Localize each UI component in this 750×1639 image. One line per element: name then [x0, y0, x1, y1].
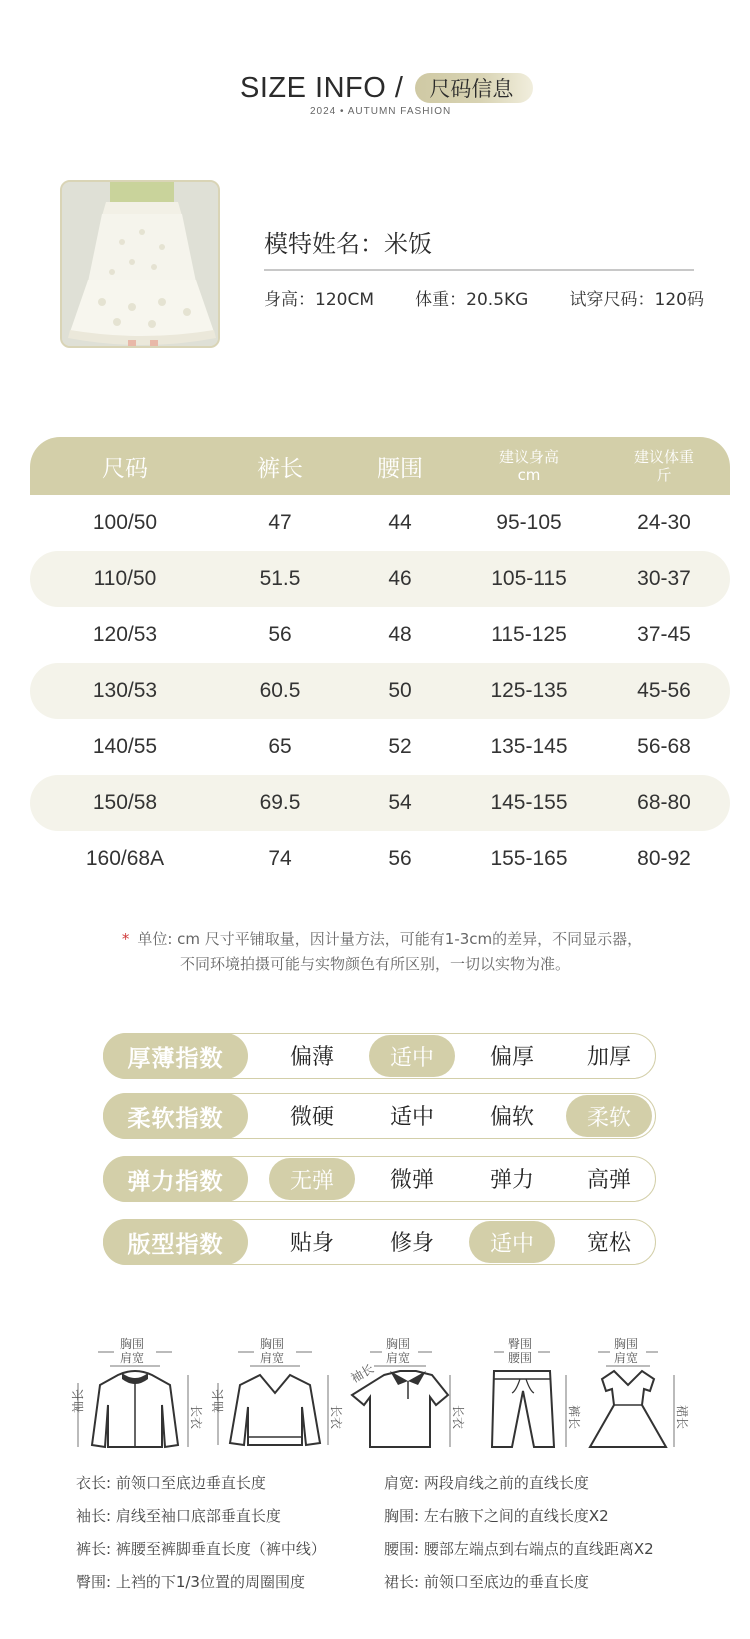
size-table [30, 437, 730, 887]
model-weight: 体重：20.5KG [415, 290, 529, 310]
diagram-label: 胸围 [260, 1337, 285, 1351]
cell-weight: 24-30 [637, 511, 691, 534]
index-option: 宽松 [586, 1231, 631, 1256]
cell-height: 105-115 [491, 567, 567, 590]
cell-waist: 48 [388, 623, 412, 646]
dress-icon [580, 1335, 690, 1455]
cell-size: 150/58 [92, 791, 158, 814]
definition-item: 肩宽: 两段肩线之前的直线长度 [384, 1474, 589, 1492]
diagram-label: 长衣 [451, 1405, 465, 1430]
cell-weight: 68-80 [637, 791, 691, 814]
cell-size: 120/53 [92, 623, 158, 646]
cell-waist: 44 [388, 511, 412, 534]
cell-waist: 52 [388, 735, 412, 758]
cell-pant-length: 47 [268, 511, 292, 534]
polo-diagram [350, 1335, 480, 1459]
header-title-cn: 尺码信息 [415, 73, 533, 103]
cell-pant-length: 51.5 [259, 567, 301, 590]
index-label: 柔软指数 [103, 1093, 248, 1139]
cell-weight: 45-56 [637, 679, 691, 702]
cell-weight: 80-92 [637, 847, 691, 870]
diagram-label: 长衣 [189, 1405, 203, 1430]
cell-size: 130/53 [92, 679, 158, 702]
note-line-2: 不同环境拍摄可能与实物颜色有所区别，一切以实物为准。 [179, 955, 570, 973]
model-divider [264, 269, 694, 271]
cell-height: 155-165 [490, 847, 568, 870]
definition-item: 臀围: 上裆的下1/3位置的周圈围度 [76, 1573, 305, 1591]
size-table-header [30, 437, 730, 495]
table-row [30, 831, 730, 887]
col-header-pant-length: 裤长 [257, 455, 303, 482]
cell-pant-length: 69.5 [259, 791, 301, 814]
jacket-icon [70, 1335, 203, 1455]
measurement-note [0, 927, 750, 977]
col-header-weight [598, 448, 730, 484]
diagram-label: 袖长 [348, 1361, 377, 1386]
model-try-size: 试穿尺码：120码 [569, 290, 704, 310]
header-title-en: SIZE INFO / [240, 71, 404, 104]
col-header-height [460, 448, 598, 484]
diagram-label: 胸围 [386, 1337, 411, 1351]
table-row [30, 719, 730, 775]
cell-height: 95-105 [496, 511, 562, 534]
cell-height: 135-145 [490, 735, 568, 758]
diagram-label: 臀围 [508, 1337, 533, 1351]
header-title-row [240, 68, 533, 108]
index-option-selected: 无弹 [269, 1158, 355, 1200]
jacket-diagram [70, 1335, 203, 1459]
table-row [30, 663, 730, 719]
diagram-label: 肩宽 [386, 1351, 411, 1365]
index-option: 偏薄 [289, 1045, 334, 1070]
table-row [30, 495, 730, 551]
cell-size: 160/68A [85, 847, 165, 870]
pants-diagram [480, 1335, 580, 1459]
model-height: 身高：120CM [264, 290, 374, 310]
softness-index [103, 1093, 656, 1139]
definition-item: 胸围: 左右腋下之间的直线长度X2 [384, 1507, 609, 1525]
cell-height: 145-155 [490, 791, 568, 814]
table-row [30, 775, 730, 831]
index-option: 修身 [389, 1231, 434, 1256]
cell-waist: 54 [388, 791, 412, 814]
cell-size: 110/50 [93, 567, 157, 590]
table-row [30, 551, 730, 607]
fit-index [103, 1219, 656, 1265]
cell-pant-length: 56 [268, 623, 292, 646]
diagram-label: 裤长 [567, 1405, 581, 1430]
diagram-label: 肩宽 [260, 1351, 285, 1365]
index-label: 弹力指数 [103, 1156, 248, 1202]
cell-weight: 56-68 [637, 735, 691, 758]
col-header-weight-label: 建议体重 [633, 448, 694, 466]
definition-item: 裙长: 前领口至底边的垂直长度 [384, 1573, 589, 1591]
index-option: 弹力 [489, 1168, 534, 1193]
sweater-icon [210, 1335, 343, 1455]
index-option-selected: 适中 [369, 1035, 455, 1077]
sweater-diagram [210, 1335, 343, 1459]
definition-item: 腰围: 腰部左端点到右端点的直线距离X2 [384, 1540, 654, 1558]
cell-height: 125-135 [490, 679, 568, 702]
diagram-label: 胸围 [120, 1337, 145, 1351]
polo-shirt-icon [350, 1335, 480, 1455]
note-star: * [121, 930, 130, 948]
col-header-waist: 腰围 [377, 455, 423, 482]
diagram-label: 裙长 [675, 1405, 689, 1430]
model-photo [60, 180, 220, 348]
index-option-selected: 适中 [469, 1221, 555, 1263]
diagram-label: 袖长 [211, 1388, 225, 1413]
definitions-right [384, 1470, 654, 1602]
cell-waist: 50 [388, 679, 412, 702]
cell-size: 140/55 [92, 735, 158, 758]
diagram-label: 长衣 [329, 1405, 343, 1430]
skirt-photo-illustration [62, 182, 220, 348]
index-option: 偏厚 [489, 1045, 534, 1070]
index-option: 微弹 [389, 1168, 434, 1193]
diagram-label: 肩宽 [614, 1351, 639, 1365]
cell-pant-length: 60.5 [259, 679, 301, 702]
elasticity-index [103, 1156, 656, 1202]
cell-weight: 37-45 [637, 623, 691, 646]
cell-weight: 30-37 [637, 567, 691, 590]
cell-height: 115-125 [491, 623, 567, 646]
index-option: 微硬 [289, 1105, 334, 1130]
cell-waist: 46 [388, 567, 412, 590]
cell-pant-length: 65 [268, 735, 292, 758]
definition-item: 裤长: 裤腰至裤脚垂直长度（裤中线） [76, 1540, 326, 1558]
col-header-height-label: 建议身高 [498, 448, 559, 466]
note-line-1 [0, 927, 750, 952]
table-row [30, 607, 730, 663]
index-label: 厚薄指数 [103, 1033, 248, 1079]
cell-pant-length: 74 [268, 847, 292, 870]
index-option: 加厚 [586, 1045, 631, 1070]
diagram-label: 肩宽 [120, 1351, 145, 1365]
col-header-size: 尺码 [102, 455, 148, 482]
diagram-label: 腰围 [508, 1351, 533, 1365]
index-label: 版型指数 [103, 1219, 248, 1265]
col-header-weight-unit: 斤 [656, 466, 672, 484]
thickness-index [103, 1033, 656, 1079]
model-name: 模特姓名：米饭 [264, 230, 432, 258]
size-info-header [0, 68, 750, 138]
diagram-label: 胸围 [614, 1337, 639, 1351]
diagram-label: 袖长 [71, 1388, 85, 1413]
index-option: 适中 [389, 1105, 434, 1130]
index-option: 高弹 [586, 1168, 631, 1193]
pants-icon [480, 1335, 580, 1455]
note-text-1: 单位: cm 尺寸平铺取量，因计量方法，可能有1-3cm的差异，不同显示器， [137, 930, 643, 948]
col-header-height-unit: cm [517, 466, 541, 484]
cell-waist: 56 [388, 847, 412, 870]
definition-item: 衣长: 前领口至底边垂直长度 [76, 1474, 266, 1492]
dress-diagram [580, 1335, 690, 1459]
definition-item: 袖长: 肩线至袖口底部垂直长度 [76, 1507, 281, 1525]
definitions-left [76, 1470, 326, 1602]
index-option: 偏软 [489, 1105, 534, 1130]
header-subtitle: 2024 • AUTUMN FASHION [310, 106, 452, 117]
cell-size: 100/50 [92, 511, 158, 534]
model-stats [264, 285, 704, 310]
index-option: 贴身 [289, 1231, 334, 1256]
index-option-selected: 柔软 [566, 1095, 652, 1137]
